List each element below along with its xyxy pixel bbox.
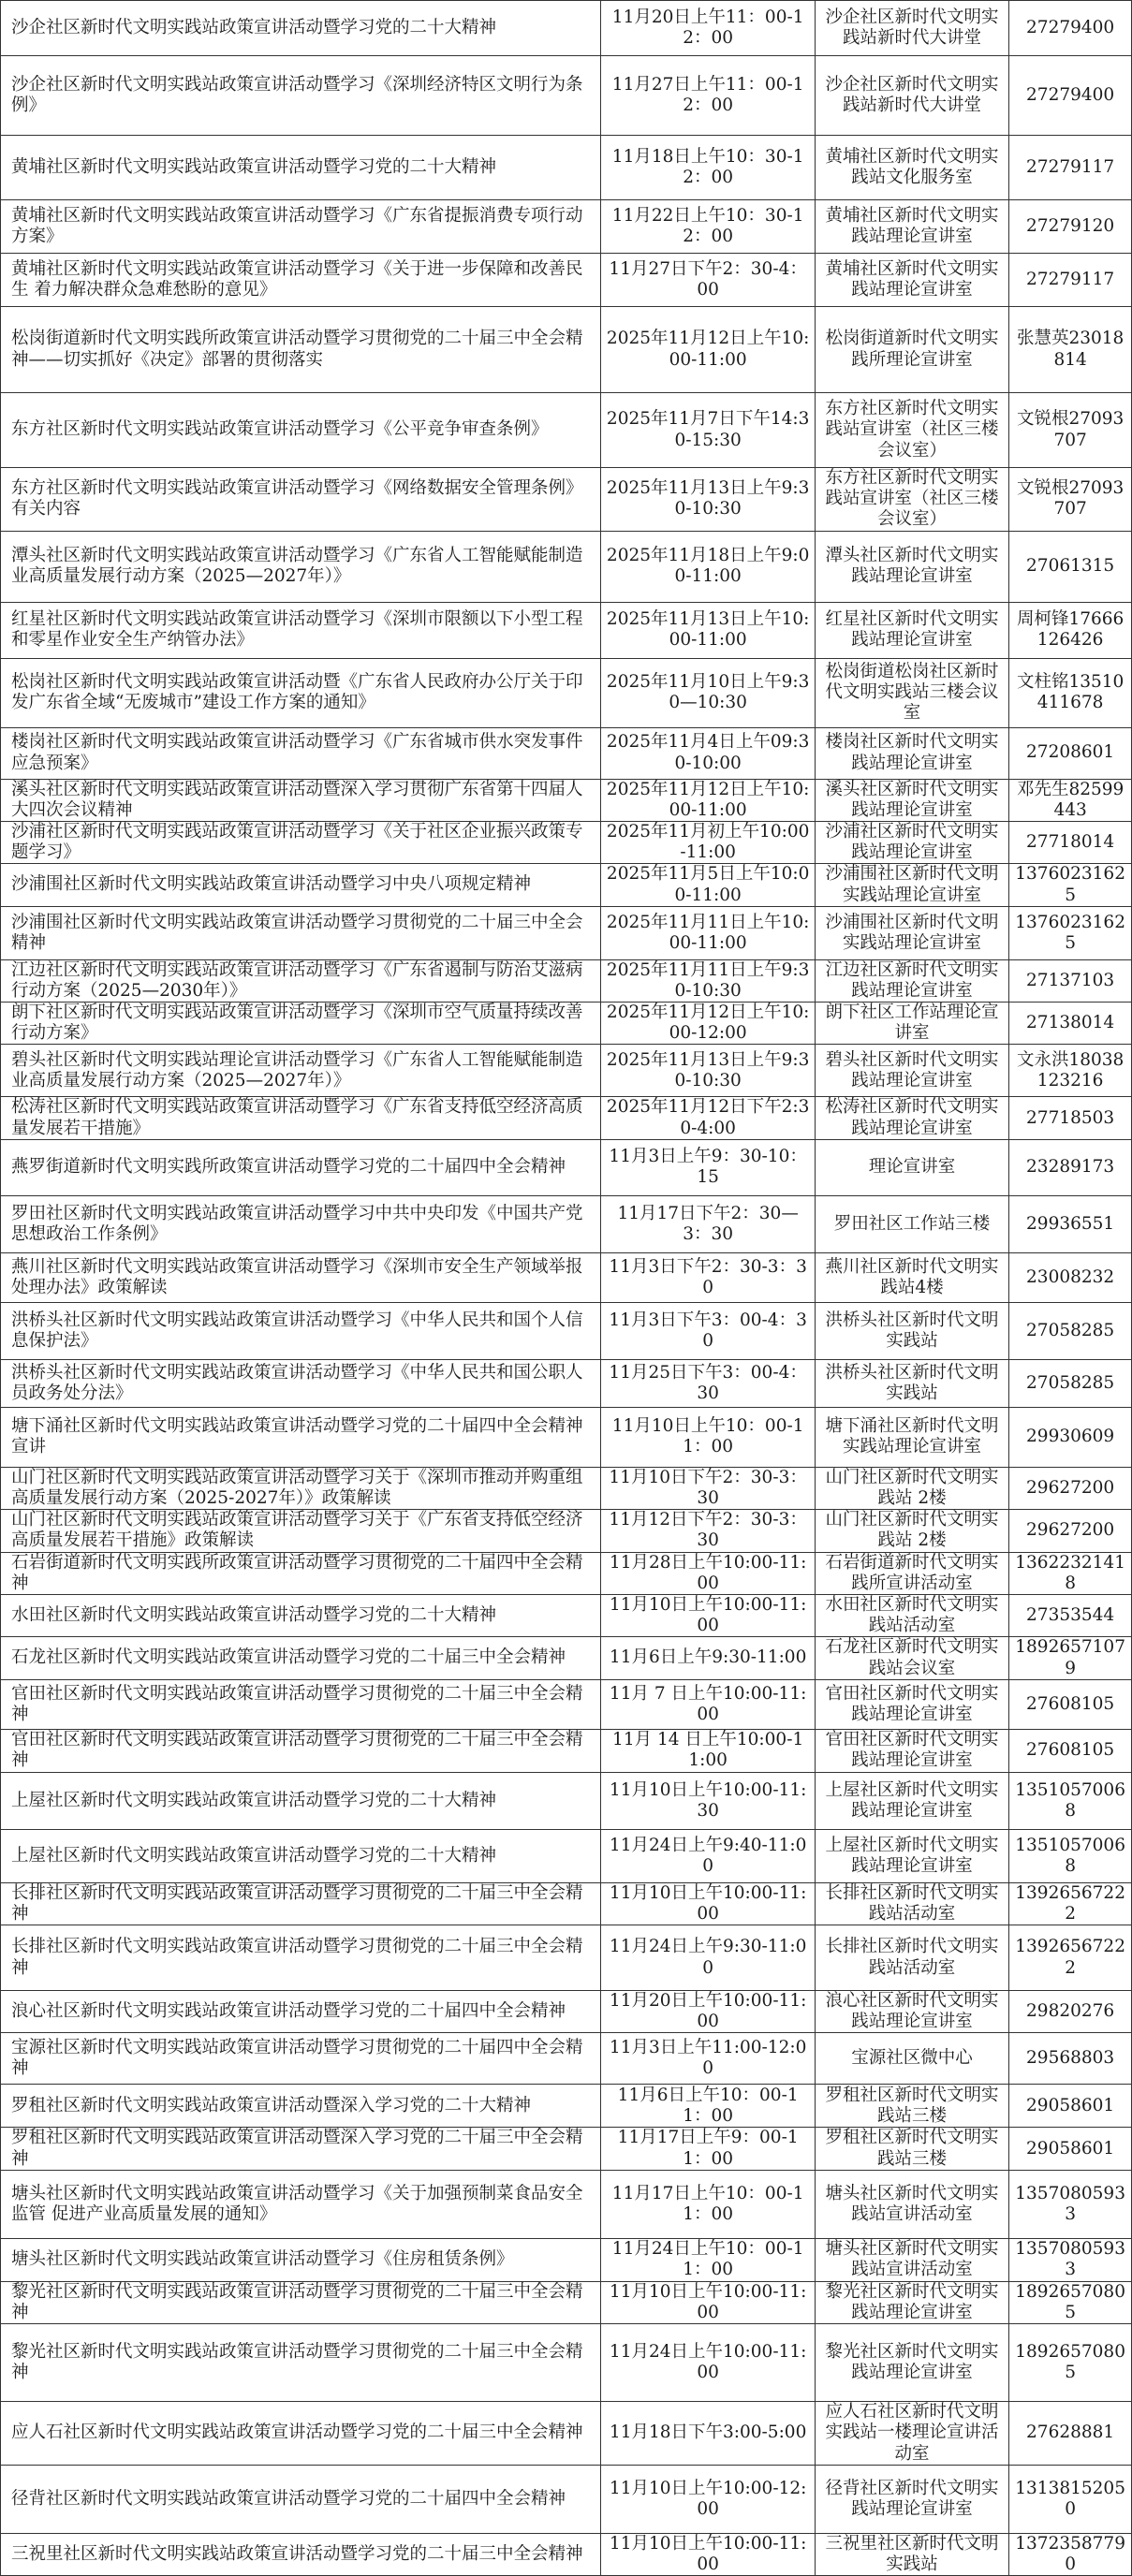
activity-time-cell: 11月20日上午11：00-12：00	[601, 1, 815, 56]
schedule-table-body	[1, 1, 1132, 2576]
contact-cell: 27353544	[1009, 1594, 1132, 1636]
activity-time-cell: 2025年11月11日上午9:30-10:30	[601, 959, 815, 1002]
activity-venue-cell: 红星社区新时代文明实践站理论宣讲室	[815, 602, 1008, 658]
contact-cell: 27608105	[1009, 1729, 1132, 1772]
activity-venue-cell: 理论宣讲室	[815, 1139, 1008, 1195]
contact-cell: 13570805933	[1009, 2238, 1132, 2281]
activity-title-cell: 沙企社区新时代文明实践站政策宣讲活动暨学习《深圳经济特区文明行为条例》	[1, 56, 601, 136]
activity-time-cell: 2025年11月4日上午09:30-10:00	[601, 727, 815, 779]
table-row	[1, 1467, 1132, 1509]
contact-cell: 27279117	[1009, 136, 1132, 200]
activity-venue-cell: 塘下涌社区新时代文明实践站理论宣讲室	[815, 1407, 1008, 1467]
activity-venue-cell: 水田社区新时代文明实践站活动室	[815, 1594, 1008, 1636]
activity-title-cell: 黄埔社区新时代文明实践站政策宣讲活动暨学习《关于进一步保障和改善民生 着力解决群众急难愁盼的意见》	[1, 254, 601, 307]
activity-time-cell: 11月18日下午3:00-5:00	[601, 2402, 815, 2466]
contact-cell: 23289173	[1009, 1139, 1132, 1195]
contact-cell: 18926571079	[1009, 1637, 1132, 1679]
table-row	[1, 779, 1132, 821]
activity-title-cell: 东方社区新时代文明实践站政策宣讲活动暨学习《公平竞争审查条例》	[1, 393, 601, 468]
activity-time-cell: 11月27日上午11：00-12：00	[601, 56, 815, 136]
activity-venue-cell: 松岗街道新时代文明实践所理论宣讲室	[815, 307, 1008, 393]
activity-title-cell: 官田社区新时代文明实践站政策宣讲活动暨学习贯彻党的二十届三中全会精神	[1, 1679, 601, 1729]
activity-title-cell: 松岗社区新时代文明实践站政策宣讲活动暨《广东省人民政府办公厅关于印发广东省全域“无废城市”建设工作方案的通知》	[1, 658, 601, 727]
activity-time-cell: 11月18日上午10：30-12：00	[601, 136, 815, 200]
contact-cell: 27061315	[1009, 531, 1132, 602]
activity-time-cell: 11月25日下午3：00-4：30	[601, 1359, 815, 1407]
contact-cell: 27138014	[1009, 1003, 1132, 1045]
activity-title-cell: 应人石社区新时代文明实践站政策宣讲活动暨学习党的二十届三中全会精神	[1, 2402, 601, 2466]
table-row	[1, 200, 1132, 254]
activity-venue-cell: 沙企社区新时代文明实践站新时代大讲堂	[815, 1, 1008, 56]
activity-time-cell: 2025年11月13日上午9:30-10:30	[601, 468, 815, 532]
table-row	[1, 1882, 1132, 1925]
table-row	[1, 2085, 1132, 2128]
table-row	[1, 1991, 1132, 2033]
activity-title-cell: 黄埔社区新时代文明实践站政策宣讲活动暨学习《广东省提振消费专项行动方案》	[1, 200, 601, 254]
contact-cell: 27608105	[1009, 1679, 1132, 1729]
activity-title-cell: 石龙社区新时代文明实践站政策宣讲活动暨学习党的二十届三中全会精神	[1, 1637, 601, 1679]
activity-venue-cell: 朗下社区工作站理论宣讲室	[815, 1003, 1008, 1045]
activity-time-cell: 2025年11月12日上午10:00-11:00	[601, 779, 815, 821]
activity-venue-cell: 官田社区新时代文明实践站理论宣讲室	[815, 1679, 1008, 1729]
activity-venue-cell: 山门社区新时代文明实践站 2楼	[815, 1510, 1008, 1552]
table-row	[1, 2324, 1132, 2402]
activity-venue-cell: 黎光社区新时代文明实践站理论宣讲室	[815, 2281, 1008, 2323]
activity-venue-cell: 碧头社区新时代文明实践站理论宣讲室	[815, 1045, 1008, 1097]
activity-time-cell: 11月6日上午10：00-11：00	[601, 2085, 815, 2128]
activity-venue-cell: 松岗街道松岗社区新时代文明实践站三楼会议室	[815, 658, 1008, 727]
table-row	[1, 1679, 1132, 1729]
activity-venue-cell: 塘头社区新时代文明实践站宣讲活动室	[815, 2238, 1008, 2281]
activity-title-cell: 碧头社区新时代文明实践站理论宣讲活动暨学习《广东省人工智能赋能制造业高质量发展行动方案（2025—2027年）》	[1, 1045, 601, 1097]
contact-cell: 27058285	[1009, 1302, 1132, 1359]
table-row	[1, 1925, 1132, 1991]
table-row	[1, 1729, 1132, 1772]
activity-time-cell: 11月10日上午10:00-11:00	[601, 1594, 815, 1636]
activity-venue-cell: 黄埔社区新时代文明实践站文化服务室	[815, 136, 1008, 200]
activity-venue-cell: 上屋社区新时代文明实践站理论宣讲室	[815, 1772, 1008, 1829]
contact-cell: 周柯锋17666126426	[1009, 602, 1132, 658]
contact-cell: 29568803	[1009, 2033, 1132, 2085]
activity-time-cell: 2025年11月18日上午9:00-11:00	[601, 531, 815, 602]
contact-cell: 27718014	[1009, 821, 1132, 863]
table-row	[1, 2533, 1132, 2575]
activity-title-cell: 上屋社区新时代文明实践站政策宣讲活动暨学习党的二十大精神	[1, 1829, 601, 1882]
activity-venue-cell: 松涛社区新时代文明实践站理论宣讲室	[815, 1097, 1008, 1139]
contact-cell: 18926570805	[1009, 2324, 1132, 2402]
activity-time-cell: 11月10日上午10:00-11:00	[601, 1882, 815, 1925]
activity-time-cell: 11月10日上午10:00-11:30	[601, 1772, 815, 1829]
table-row	[1, 1302, 1132, 1359]
activity-venue-cell: 黄埔社区新时代文明实践站理论宣讲室	[815, 200, 1008, 254]
activity-time-cell: 2025年11月7日下午14:30-15:30	[601, 393, 815, 468]
contact-cell: 27058285	[1009, 1359, 1132, 1407]
contact-cell: 27279400	[1009, 1, 1132, 56]
contact-cell: 27279400	[1009, 56, 1132, 136]
contact-cell: 29058601	[1009, 2128, 1132, 2170]
activity-title-cell: 塘下涌社区新时代文明实践站政策宣讲活动暨学习党的二十届四中全会精神宣讲	[1, 1407, 601, 1467]
table-row	[1, 1407, 1132, 1467]
contact-cell: 文锐根27093707	[1009, 468, 1132, 532]
activity-time-cell: 11月10日上午10：00-11：00	[601, 1407, 815, 1467]
contact-cell: 27208601	[1009, 727, 1132, 779]
contact-cell: 29058601	[1009, 2085, 1132, 2128]
activity-title-cell: 黄埔社区新时代文明实践站政策宣讲活动暨学习党的二十大精神	[1, 136, 601, 200]
activity-time-cell: 2025年11月初上午10:00-11:00	[601, 821, 815, 863]
contact-cell: 13760231625	[1009, 864, 1132, 906]
activity-title-cell: 罗田社区新时代文明实践站政策宣讲活动暨学习中共中央印发《中国共产党思想政治工作条例》	[1, 1195, 601, 1252]
table-row	[1, 906, 1132, 959]
activity-title-cell: 黎光社区新时代文明实践站政策宣讲活动暨学习贯彻党的二十届三中全会精神	[1, 2324, 601, 2402]
activity-title-cell: 楼岗社区新时代文明实践站政策宣讲活动暨学习《广东省城市供水突发事件应急预案》	[1, 727, 601, 779]
activity-venue-cell: 长排社区新时代文明实践站活动室	[815, 1882, 1008, 1925]
activity-time-cell: 11月10日上午10:00-11:00	[601, 2281, 815, 2323]
table-row	[1, 254, 1132, 307]
table-row	[1, 602, 1132, 658]
table-row	[1, 1045, 1132, 1097]
table-row	[1, 727, 1132, 779]
contact-cell: 文永洪18038123216	[1009, 1045, 1132, 1097]
activity-time-cell: 11月6日上午9:30-11:00	[601, 1637, 815, 1679]
contact-cell: 13622321418	[1009, 1552, 1132, 1594]
activity-time-cell: 11月22日上午10：30-12：00	[601, 200, 815, 254]
activity-title-cell: 红星社区新时代文明实践站政策宣讲活动暨学习《深圳市限额以下小型工程和零星作业安全生产纳管办法》	[1, 602, 601, 658]
activity-venue-cell: 沙企社区新时代文明实践站新时代大讲堂	[815, 56, 1008, 136]
activity-venue-cell: 东方社区新时代文明实践站宣讲室（社区三楼会议室）	[815, 468, 1008, 532]
activity-venue-cell: 潭头社区新时代文明实践站理论宣讲室	[815, 531, 1008, 602]
contact-cell: 27718503	[1009, 1097, 1132, 1139]
activity-title-cell: 朗下社区新时代文明实践站政策宣讲活动暨学习《深圳市空气质量持续改善行动方案》	[1, 1003, 601, 1045]
activity-time-cell: 11月12日下午2：30-3：30	[601, 1510, 815, 1552]
activity-venue-cell: 沙浦围社区新时代文明实践站理论宣讲室	[815, 864, 1008, 906]
contact-cell: 邓先生82599443	[1009, 779, 1132, 821]
contact-cell: 13723587790	[1009, 2533, 1132, 2575]
contact-cell: 29930609	[1009, 1407, 1132, 1467]
activity-title-cell: 江边社区新时代文明实践站政策宣讲活动暨学习《广东省遏制与防治艾滋病行动方案（2025—2030年）》	[1, 959, 601, 1002]
contact-cell: 文锐根27093707	[1009, 393, 1132, 468]
activity-venue-cell: 塘头社区新时代文明实践站宣讲活动室	[815, 2170, 1008, 2238]
contact-cell: 23008232	[1009, 1252, 1132, 1302]
table-row	[1, 2281, 1132, 2323]
contact-cell: 29820276	[1009, 1991, 1132, 2033]
table-row	[1, 1829, 1132, 1882]
contact-cell: 27628881	[1009, 2402, 1132, 2466]
activity-time-cell: 11月3日上午9：30-10：15	[601, 1139, 815, 1195]
contact-cell: 张慧英23018814	[1009, 307, 1132, 393]
activity-venue-cell: 石岩街道新时代文明实践所宣讲活动室	[815, 1552, 1008, 1594]
table-row	[1, 393, 1132, 468]
table-row	[1, 1139, 1132, 1195]
contact-cell: 13760231625	[1009, 906, 1132, 959]
table-row	[1, 1552, 1132, 1594]
activity-title-cell: 水田社区新时代文明实践站政策宣讲活动暨学习党的二十大精神	[1, 1594, 601, 1636]
activity-title-cell: 山门社区新时代文明实践站政策宣讲活动暨学习关于《广东省支持低空经济高质量发展若干措施》政策解读	[1, 1510, 601, 1552]
activity-title-cell: 沙浦社区新时代文明实践站政策宣讲活动暨学习《关于社区企业振兴政策专题学习》	[1, 821, 601, 863]
activity-title-cell: 塘头社区新时代文明实践站政策宣讲活动暨学习《住房租赁条例》	[1, 2238, 601, 2281]
activity-venue-cell: 楼岗社区新时代文明实践站理论宣讲室	[815, 727, 1008, 779]
table-row	[1, 1772, 1132, 1829]
table-row	[1, 1195, 1132, 1252]
table-row	[1, 2170, 1132, 2238]
contact-cell: 27137103	[1009, 959, 1132, 1002]
activity-title-cell: 径背社区新时代文明实践站政策宣讲活动暨学习党的二十届四中全会精神	[1, 2465, 601, 2533]
activity-time-cell: 11月3日上午11:00-12:00	[601, 2033, 815, 2085]
contact-cell: 29936551	[1009, 1195, 1132, 1252]
activity-title-cell: 罗租社区新时代文明实践站政策宣讲活动暨深入学习党的二十大精神	[1, 2085, 601, 2128]
table-row	[1, 307, 1132, 393]
activity-venue-cell: 径背社区新时代文明实践站理论宣讲室	[815, 2465, 1008, 2533]
table-row	[1, 864, 1132, 906]
activity-title-cell: 长排社区新时代文明实践站政策宣讲活动暨学习贯彻党的二十届三中全会精神	[1, 1925, 601, 1991]
activity-venue-cell: 黎光社区新时代文明实践站理论宣讲室	[815, 2324, 1008, 2402]
activity-title-cell: 三祝里社区新时代文明实践站政策宣讲活动暨学习党的二十届三中全会精神	[1, 2533, 601, 2575]
activity-venue-cell: 罗田社区工作站三楼	[815, 1195, 1008, 1252]
activity-venue-cell: 山门社区新时代文明实践站 2楼	[815, 1467, 1008, 1509]
activity-title-cell: 官田社区新时代文明实践站政策宣讲活动暨学习贯彻党的二十届三中全会精神	[1, 1729, 601, 1772]
activity-time-cell: 2025年11月5日上午10:00-11:00	[601, 864, 815, 906]
activity-time-cell: 11月10日上午10:00-11:00	[601, 2533, 815, 2575]
activity-title-cell: 洪桥头社区新时代文明实践站政策宣讲活动暨学习《中华人民共和国公职人员政务处分法》	[1, 1359, 601, 1407]
activity-time-cell: 2025年11月13日上午10:00-11:00	[601, 602, 815, 658]
activity-venue-cell: 长排社区新时代文明实践站活动室	[815, 1925, 1008, 1991]
activity-title-cell: 松涛社区新时代文明实践站政策宣讲活动暨学习《广东省支持低空经济高质量发展若干措施》	[1, 1097, 601, 1139]
contact-cell: 13926567222	[1009, 1882, 1132, 1925]
table-row	[1, 658, 1132, 727]
activity-title-cell: 上屋社区新时代文明实践站政策宣讲活动暨学习党的二十大精神	[1, 1772, 601, 1829]
activity-time-cell: 11月10日下午2：30-3：30	[601, 1467, 815, 1509]
activity-title-cell: 石岩街道新时代文明实践所政策宣讲活动暨学习贯彻党的二十届四中全会精神	[1, 1552, 601, 1594]
table-row	[1, 1510, 1132, 1552]
activity-title-cell: 潭头社区新时代文明实践站政策宣讲活动暨学习《广东省人工智能赋能制造业高质量发展行动方案（2025—2027年）》	[1, 531, 601, 602]
activity-title-cell: 塘头社区新时代文明实践站政策宣讲活动暨学习《关于加强预制菜食品安全监管 促进产业高质量发展的通知》	[1, 2170, 601, 2238]
activity-time-cell: 11月24日上午9:30-11:00	[601, 1925, 815, 1991]
table-row	[1, 56, 1132, 136]
activity-time-cell: 11月27日下午2：30-4：00	[601, 254, 815, 307]
table-row	[1, 2465, 1132, 2533]
activity-title-cell: 沙浦围社区新时代文明实践站政策宣讲活动暨学习中央八项规定精神	[1, 864, 601, 906]
activity-time-cell: 11月3日下午3：00-4：30	[601, 1302, 815, 1359]
contact-cell: 13138152050	[1009, 2465, 1132, 2533]
activity-venue-cell: 洪桥头社区新时代文明实践站	[815, 1302, 1008, 1359]
activity-venue-cell: 浪心社区新时代文明实践站理论宣讲室	[815, 1991, 1008, 2033]
table-row	[1, 1637, 1132, 1679]
activity-time-cell: 11月 14 日上午10:00-11:00	[601, 1729, 815, 1772]
activity-venue-cell: 罗租社区新时代文明实践站三楼	[815, 2085, 1008, 2128]
activity-venue-cell: 石龙社区新时代文明实践站会议室	[815, 1637, 1008, 1679]
activity-title-cell: 松岗街道新时代文明实践所政策宣讲活动暨学习贯彻党的二十届三中全会精神——切实抓好《决定》部署的贯彻落实	[1, 307, 601, 393]
activity-venue-cell: 燕川社区新时代文明实践站4楼	[815, 1252, 1008, 1302]
table-row	[1, 1003, 1132, 1045]
table-row	[1, 1, 1132, 56]
activity-venue-cell: 官田社区新时代文明实践站理论宣讲室	[815, 1729, 1008, 1772]
activity-venue-cell: 东方社区新时代文明实践站宣讲室（社区三楼会议室）	[815, 393, 1008, 468]
activity-venue-cell: 沙浦社区新时代文明实践站理论宣讲室	[815, 821, 1008, 863]
activity-title-cell: 燕罗街道新时代文明实践所政策宣讲活动暨学习党的二十届四中全会精神	[1, 1139, 601, 1195]
activity-venue-cell: 宝源社区微中心	[815, 2033, 1008, 2085]
activity-title-cell: 长排社区新时代文明实践站政策宣讲活动暨学习贯彻党的二十届三中全会精神	[1, 1882, 601, 1925]
activity-title-cell: 燕川社区新时代文明实践站政策宣讲活动暨学习《深圳市安全生产领域举报处理办法》政策解读	[1, 1252, 601, 1302]
activity-time-cell: 2025年11月10日上午9:30—10:30	[601, 658, 815, 727]
activity-venue-cell: 上屋社区新时代文明实践站理论宣讲室	[815, 1829, 1008, 1882]
activity-venue-cell: 洪桥头社区新时代文明实践站	[815, 1359, 1008, 1407]
table-row	[1, 959, 1132, 1002]
contact-cell: 18926570805	[1009, 2281, 1132, 2323]
table-row	[1, 2128, 1132, 2170]
activity-time-cell: 11月20日上午10:00-11:00	[601, 1991, 815, 2033]
activity-time-cell: 11月10日上午10:00-12:00	[601, 2465, 815, 2533]
activity-venue-cell: 应人石社区新时代文明实践站一楼理论宣讲活动室	[815, 2402, 1008, 2466]
contact-cell: 29627200	[1009, 1467, 1132, 1509]
table-row	[1, 1359, 1132, 1407]
activity-time-cell: 11月 7 日上午10:00-11:00	[601, 1679, 815, 1729]
contact-cell: 13510570068	[1009, 1829, 1132, 1882]
activity-time-cell: 11月24日上午9:40-11:00	[601, 1829, 815, 1882]
contact-cell: 27279117	[1009, 254, 1132, 307]
activity-venue-cell: 沙浦围社区新时代文明实践站理论宣讲室	[815, 906, 1008, 959]
activity-venue-cell: 罗租社区新时代文明实践站三楼	[815, 2128, 1008, 2170]
activity-time-cell: 2025年11月11日上午10:00-11:00	[601, 906, 815, 959]
activity-time-cell: 11月28日上午10:00-11:00	[601, 1552, 815, 1594]
activity-venue-cell: 江边社区新时代文明实践站理论宣讲室	[815, 959, 1008, 1002]
activity-venue-cell: 三祝里社区新时代文明实践站	[815, 2533, 1008, 2575]
table-row	[1, 2033, 1132, 2085]
table-row	[1, 1097, 1132, 1139]
table-row	[1, 136, 1132, 200]
table-row	[1, 2238, 1132, 2281]
activity-title-cell: 黎光社区新时代文明实践站政策宣讲活动暨学习贯彻党的二十届三中全会精神	[1, 2281, 601, 2323]
activity-title-cell: 山门社区新时代文明实践站政策宣讲活动暨学习关于《深圳市推动并购重组高质量发展行动方案（2025-2027年）》政策解读	[1, 1467, 601, 1509]
activity-time-cell: 2025年11月12日上午10:00-12:00	[601, 1003, 815, 1045]
activity-time-cell: 2025年11月13日上午9:30-10:30	[601, 1045, 815, 1097]
activity-title-cell: 宝源社区新时代文明实践站政策宣讲活动暨学习贯彻党的二十届四中全会精神	[1, 2033, 601, 2085]
activity-title-cell: 沙企社区新时代文明实践站政策宣讲活动暨学习党的二十大精神	[1, 1, 601, 56]
activity-title-cell: 沙浦围社区新时代文明实践站政策宣讲活动暨学习贯彻党的二十届三中全会精神	[1, 906, 601, 959]
contact-cell: 27279120	[1009, 200, 1132, 254]
activity-time-cell: 11月17日上午9：00-11：00	[601, 2128, 815, 2170]
table-row	[1, 468, 1132, 532]
table-row	[1, 1594, 1132, 1636]
activity-title-cell: 洪桥头社区新时代文明实践站政策宣讲活动暨学习《中华人民共和国个人信息保护法》	[1, 1302, 601, 1359]
activity-title-cell: 罗租社区新时代文明实践站政策宣讲活动暨深入学习党的二十届三中全会精神	[1, 2128, 601, 2170]
activity-time-cell: 11月24日上午10:00-11:00	[601, 2324, 815, 2402]
contact-cell: 文柱铭13510411678	[1009, 658, 1132, 727]
activity-title-cell: 东方社区新时代文明实践站政策宣讲活动暨学习《网络数据安全管理条例》有关内容	[1, 468, 601, 532]
contact-cell: 13570805933	[1009, 2170, 1132, 2238]
table-row	[1, 2402, 1132, 2466]
table-row	[1, 531, 1132, 602]
activity-venue-cell: 溪头社区新时代文明实践站理论宣讲室	[815, 779, 1008, 821]
activity-time-cell: 11月17日下午2：30—3：30	[601, 1195, 815, 1252]
activity-title-cell: 溪头社区新时代文明实践站政策宣讲活动暨深入学习贯彻广东省第十四届人大四次会议精神	[1, 779, 601, 821]
activity-time-cell: 11月24日上午10：00-11：00	[601, 2238, 815, 2281]
activity-venue-cell: 黄埔社区新时代文明实践站理论宣讲室	[815, 254, 1008, 307]
activity-time-cell: 2025年11月12日上午10:00-11:00	[601, 307, 815, 393]
contact-cell: 13510570068	[1009, 1772, 1132, 1829]
activity-time-cell: 11月17日上午10：00-11：00	[601, 2170, 815, 2238]
contact-cell: 29627200	[1009, 1510, 1132, 1552]
activity-time-cell: 2025年11月12日下午2:30-4:00	[601, 1097, 815, 1139]
table-row	[1, 821, 1132, 863]
table-row	[1, 1252, 1132, 1302]
activity-time-cell: 11月3日下午2：30-3：30	[601, 1252, 815, 1302]
activity-title-cell: 浪心社区新时代文明实践站政策宣讲活动暨学习党的二十届四中全会精神	[1, 1991, 601, 2033]
contact-cell: 13926567222	[1009, 1925, 1132, 1991]
